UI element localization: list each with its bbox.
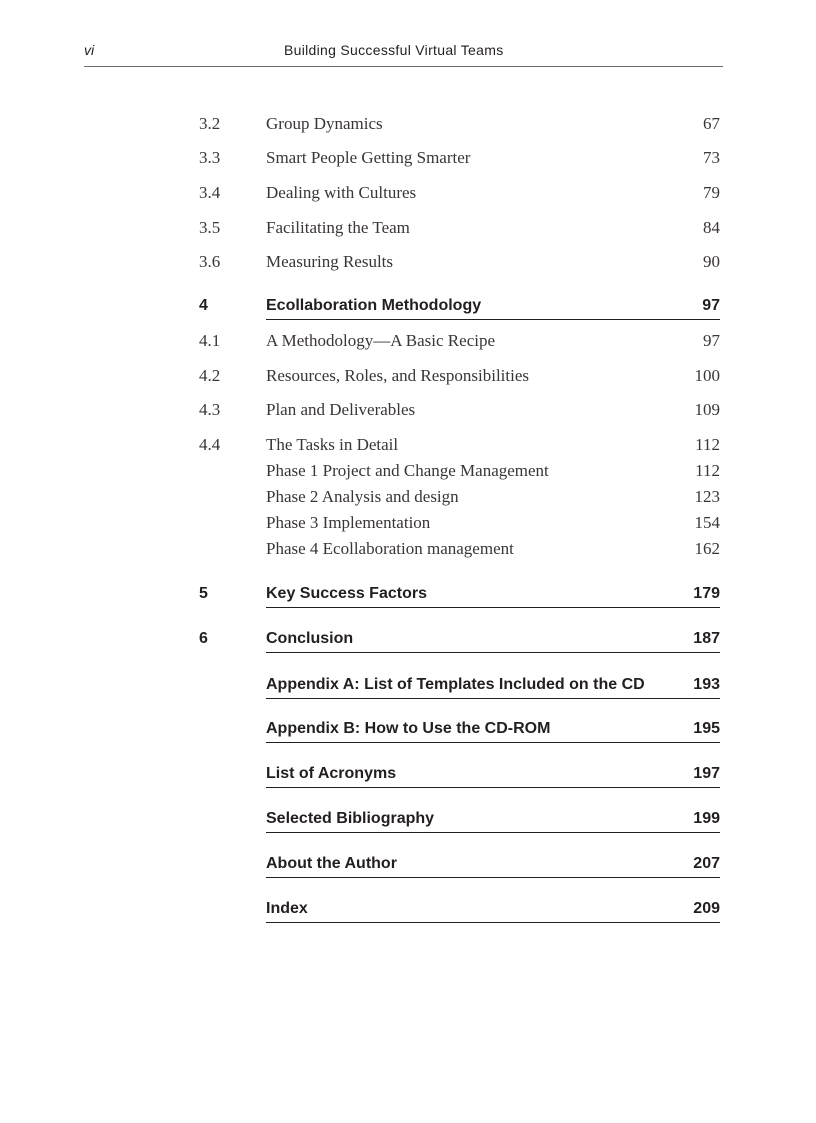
section-title: Plan and Deliverables [266, 400, 416, 419]
page-number: 195 [693, 720, 720, 737]
running-title: Building Successful Virtual Teams [284, 42, 504, 58]
page-number: 193 [693, 676, 720, 693]
chapter-title: Ecollaboration Methodology [266, 297, 482, 314]
toc-subentry-phase-1[interactable] [199, 461, 720, 481]
toc-entry-3-6[interactable] [199, 252, 720, 272]
chapter-title: About the Author [266, 855, 397, 872]
section-number: 4.2 [199, 366, 221, 385]
page-number: 209 [693, 900, 720, 917]
section-number: 3.5 [199, 218, 221, 237]
page-number: 84 [703, 218, 720, 237]
page-number: 207 [693, 855, 720, 872]
section-title: Dealing with Cultures [266, 183, 417, 202]
section-number: 4.4 [199, 435, 221, 454]
section-number: 4.3 [199, 400, 221, 419]
chapter-title: Index [266, 900, 308, 917]
subentry-title: Phase 1 Project and Change Management [266, 461, 549, 480]
page-number: 97 [703, 331, 720, 350]
toc-entry-4-4[interactable] [199, 435, 720, 455]
toc-appendix-a[interactable] [199, 676, 720, 696]
chapter-title: List of Acronyms [266, 765, 397, 782]
toc-chapter-6[interactable] [199, 630, 720, 650]
chapter-title: Key Success Factors [266, 585, 427, 602]
page-number: 162 [694, 539, 720, 558]
section-number: 3.3 [199, 148, 221, 167]
toc-subentry-phase-2[interactable] [199, 487, 720, 507]
page-number: 97 [702, 297, 720, 314]
page-number: 112 [695, 435, 720, 454]
chapter-number: 4 [199, 297, 208, 314]
page-number: 112 [695, 461, 720, 480]
section-number: 4.1 [199, 331, 221, 350]
chapter-number: 5 [199, 585, 208, 602]
page-number: 179 [693, 585, 720, 602]
toc-entry-4-3[interactable] [199, 400, 720, 420]
toc-index[interactable] [199, 900, 720, 920]
subentry-title: Phase 4 Ecollaboration management [266, 539, 514, 558]
page-number: 79 [703, 183, 720, 202]
section-number: 3.2 [199, 114, 221, 133]
section-number: 3.6 [199, 252, 221, 271]
toc-chapter-5[interactable] [199, 585, 720, 605]
toc-entry-3-3[interactable] [199, 148, 720, 168]
page-number: 73 [703, 148, 720, 167]
chapter-rule [266, 652, 720, 653]
chapter-rule [266, 698, 720, 699]
chapter-rule [266, 319, 720, 320]
page-number: 154 [694, 513, 720, 532]
section-number: 3.4 [199, 183, 221, 202]
chapter-title: Selected Bibliography [266, 810, 435, 827]
toc-appendix-b[interactable] [199, 720, 720, 740]
toc-bibliography[interactable] [199, 810, 720, 830]
section-title: Group Dynamics [266, 114, 383, 133]
chapter-rule [266, 877, 720, 878]
toc-about-author[interactable] [199, 855, 720, 875]
page-number: 90 [703, 252, 720, 271]
toc-subentry-phase-4[interactable] [199, 539, 720, 559]
section-title: Resources, Roles, and Responsibilities [266, 366, 530, 385]
toc-entry-4-1[interactable] [199, 331, 720, 351]
section-title: A Methodology—A Basic Recipe [266, 331, 496, 350]
toc-entry-3-2[interactable] [199, 114, 720, 134]
page-number: 197 [693, 765, 720, 782]
chapter-rule [266, 922, 720, 923]
subentry-title: Phase 2 Analysis and design [266, 487, 459, 506]
toc-entry-3-4[interactable] [199, 183, 720, 203]
section-title: Facilitating the Team [266, 218, 410, 237]
chapter-rule [266, 742, 720, 743]
toc-chapter-4[interactable] [199, 297, 720, 317]
page-number: 199 [693, 810, 720, 827]
chapter-title: Appendix A: List of Templates Included on the CD [266, 676, 645, 693]
toc-subentry-phase-3[interactable] [199, 513, 720, 533]
subentry-title: Phase 3 Implementation [266, 513, 431, 532]
toc-entry-3-5[interactable] [199, 218, 720, 238]
chapter-rule [266, 787, 720, 788]
section-title: Smart People Getting Smarter [266, 148, 471, 167]
chapter-number: 6 [199, 630, 208, 647]
chapter-title: Appendix B: How to Use the CD-ROM [266, 720, 551, 737]
section-title: The Tasks in Detail [266, 435, 399, 454]
toc-acronyms[interactable] [199, 765, 720, 785]
chapter-title: Conclusion [266, 630, 354, 647]
page-folio: vi [84, 42, 95, 58]
page-number: 187 [693, 630, 720, 647]
page-number: 123 [694, 487, 720, 506]
page-number: 100 [694, 366, 720, 385]
chapter-rule [266, 607, 720, 608]
page-number: 109 [694, 400, 720, 419]
toc-entry-4-2[interactable] [199, 366, 720, 386]
chapter-rule [266, 832, 720, 833]
section-title: Measuring Results [266, 252, 394, 271]
page-number: 67 [703, 114, 720, 133]
